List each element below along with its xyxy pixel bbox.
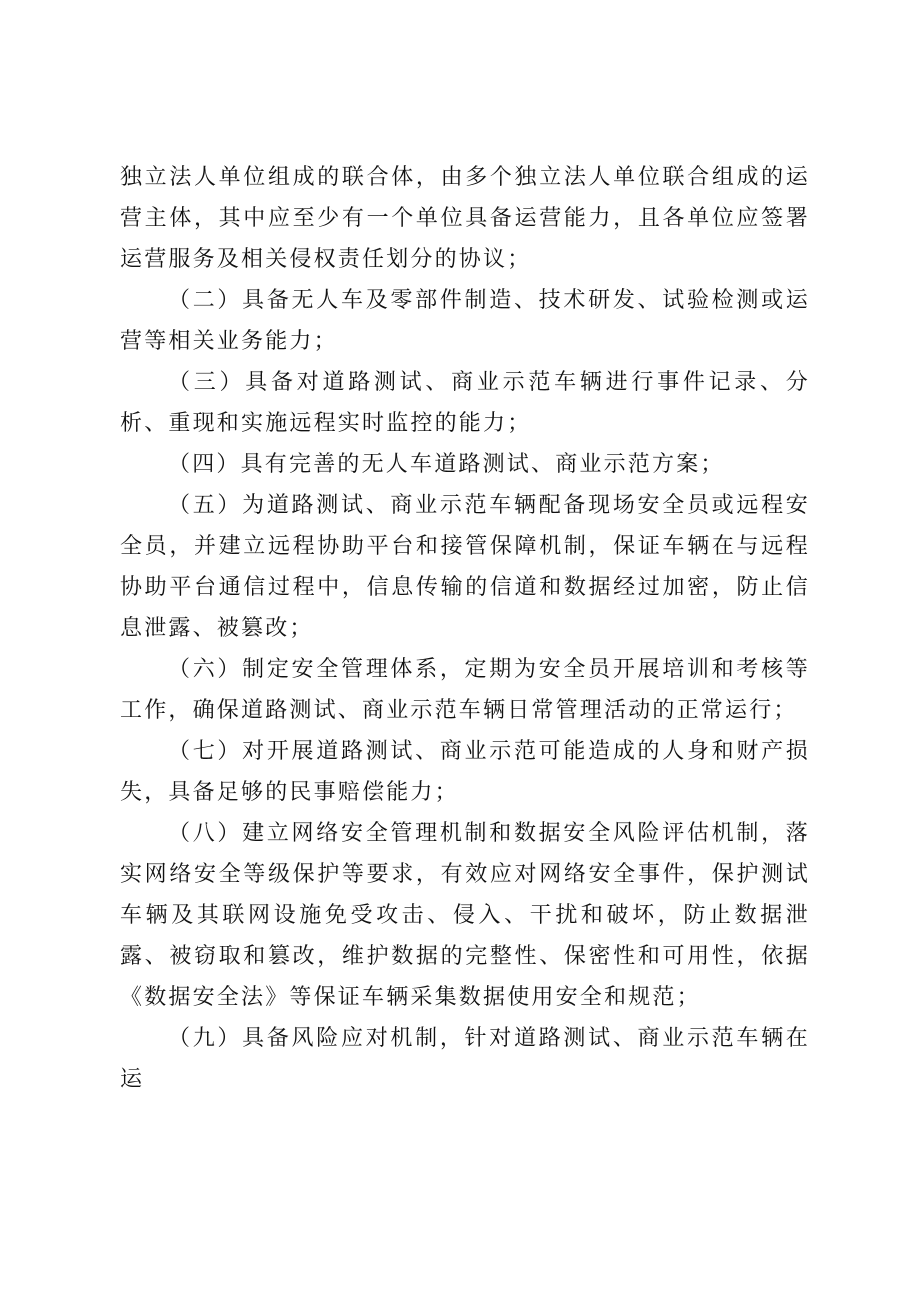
paragraph-item-3: （三）具备对道路测试、商业示范车辆进行事件记录、分析、重现和实施远程实时监控的能力；: [120, 370, 810, 436]
document-body: [120, 157, 810, 1100]
paragraph-item-6: （六）制定安全管理体系，定期为安全员开展培训和考核等工作，确保道路测试、商业示范车辆日常管理活动的正常运行；: [120, 657, 810, 723]
paragraph-item-4: （四）具有完善的无人车道路测试、商业示范方案；: [168, 452, 725, 477]
paragraph-item-2: （二）具备无人车及零部件制造、技术研发、试验检测或运营等相关业务能力；: [120, 288, 810, 354]
paragraph-continuation: 独立法人单位组成的联合体，由多个独立法人单位联合组成的运营主体，其中应至少有一个单位具备运营能力，且各单位应签署运营服务及相关侵权责任划分的协议；: [120, 165, 810, 272]
paragraph-item-8: （八）建立网络安全管理机制和数据安全风险评估机制，落实网络安全等级保护等要求，有效应对网络安全事件，保护测试车辆及其联网设施免受攻击、侵入、干扰和破坏，防止数据泄露、被窃取和篡改，维护数据的完整性、保密性和可用性，依据《数据安全法》等保证车辆采集数据使用安全和规范；: [120, 821, 810, 1010]
paragraph-item-7: （七）对开展道路测试、商业示范可能造成的人身和财产损失，具备足够的民事赔偿能力；: [120, 739, 810, 805]
paragraph-item-9: （九）具备风险应对机制，针对道路测试、商业示范车辆在运: [120, 1026, 810, 1092]
paragraph-item-5: （五）为道路测试、商业示范车辆配备现场安全员或远程安全员，并建立远程协助平台和接管保障机制，保证车辆在与远程协助平台通信过程中，信息传输的信道和数据经过加密，防止信息泄露、被篡改；: [120, 493, 810, 641]
